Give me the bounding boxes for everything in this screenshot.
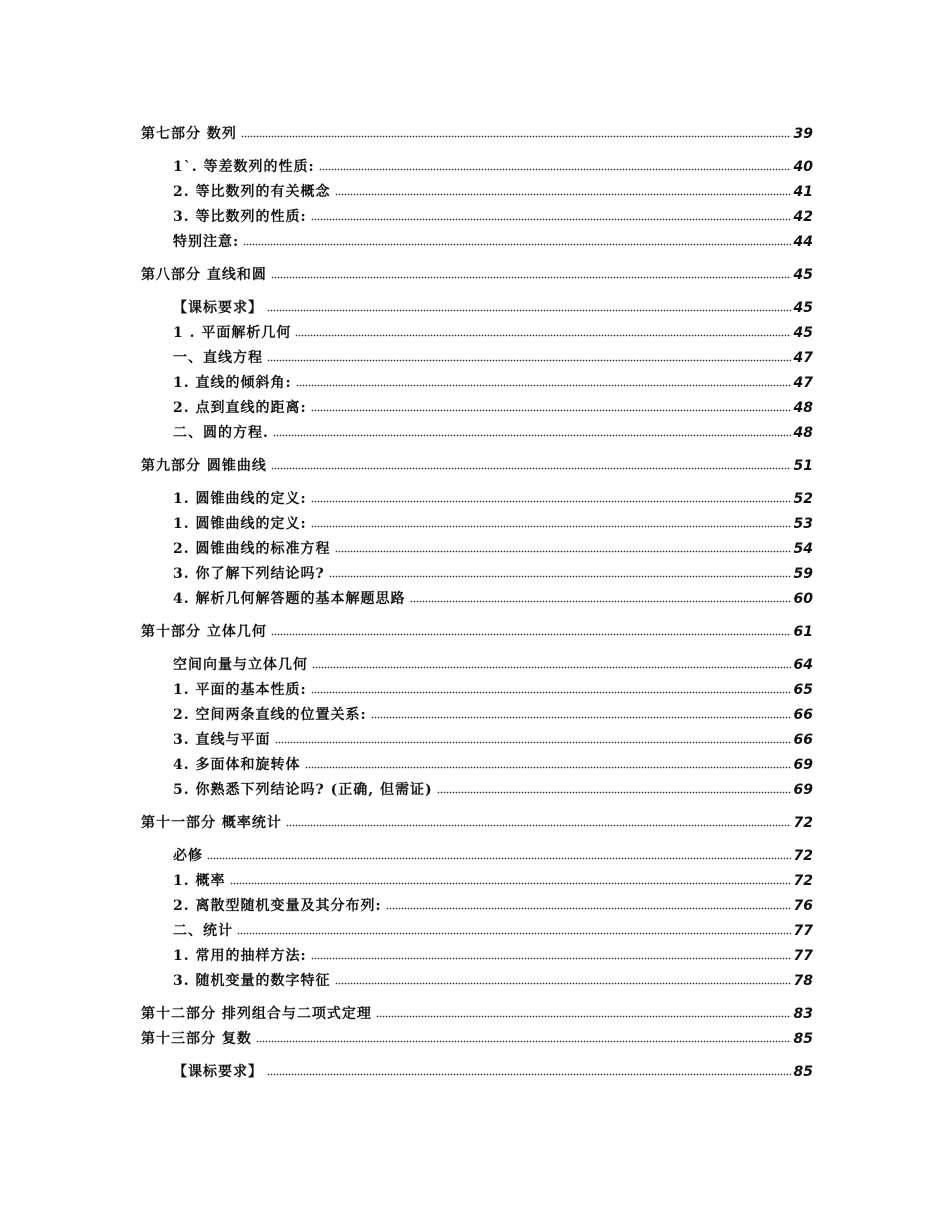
- toc-entry-page: 77: [793, 923, 813, 939]
- toc-entry-title: 1. 平面的基本性质:: [173, 682, 307, 698]
- toc-entry-title: 2. 离散型随机变量及其分布列:: [173, 898, 382, 914]
- toc-entry-title: 2. 圆锥曲线的标准方程: [173, 541, 331, 557]
- toc-entry-page: 77: [793, 948, 813, 964]
- toc-entry[interactable]: [141, 155, 813, 180]
- toc-entry-title: 一、直线方程: [173, 350, 263, 366]
- toc-entry-title: 第十部分 立体几何: [141, 624, 267, 640]
- toc-entry[interactable]: [141, 230, 813, 255]
- dot-leader: [267, 357, 791, 363]
- dot-leader: [207, 855, 791, 861]
- toc-entry-title: 1. 常用的抽样方法:: [173, 948, 307, 964]
- toc-entry-title: 1. 圆锥曲线的定义:: [173, 491, 307, 507]
- toc-entry-page: 42: [793, 209, 813, 225]
- dot-leader: [311, 523, 791, 529]
- toc-entry-title: 第八部分 直线和圆: [141, 267, 267, 283]
- dot-leader: [271, 631, 791, 637]
- dot-leader: [329, 573, 791, 579]
- toc-entry-title: 1 . 平面解析几何: [173, 325, 292, 341]
- toc-entry-title: 第九部分 圆锥曲线: [141, 458, 267, 474]
- toc-entry-page: 69: [793, 757, 813, 773]
- toc-entry-title: 3. 等比数列的性质:: [173, 209, 307, 225]
- toc-entry-part-12[interactable]: [141, 1002, 813, 1027]
- toc-entry-page: 64: [793, 657, 813, 673]
- toc-entry[interactable]: [141, 421, 813, 446]
- toc-entry-page: 61: [793, 624, 813, 640]
- dot-leader: [241, 133, 791, 139]
- dot-leader: [376, 1013, 791, 1019]
- toc-entry-page: 48: [793, 400, 813, 416]
- toc-entry-page: 47: [793, 375, 813, 391]
- dot-leader: [271, 274, 791, 280]
- toc-entry[interactable]: [141, 205, 813, 230]
- toc-entry-title: 4. 解析几何解答题的基本解题思路: [173, 591, 406, 607]
- toc-entry-page: 76: [793, 898, 813, 914]
- toc-entry[interactable]: [141, 894, 813, 919]
- dot-leader: [335, 191, 791, 197]
- toc-entry[interactable]: [141, 944, 813, 969]
- dot-leader: [267, 1071, 791, 1077]
- toc-entry-page: 45: [793, 267, 813, 283]
- toc-entry-page: 60: [793, 591, 813, 607]
- toc-entry[interactable]: [141, 512, 813, 537]
- dot-leader: [275, 739, 791, 745]
- toc-entry-page: 85: [793, 1064, 813, 1080]
- dot-leader: [311, 498, 791, 504]
- toc-entry-title: 2. 等比数列的有关概念: [173, 184, 331, 200]
- dot-leader: [410, 598, 791, 604]
- dot-leader: [437, 789, 791, 795]
- dot-leader: [386, 905, 791, 911]
- dot-leader: [267, 307, 791, 313]
- toc-entry[interactable]: [141, 1060, 813, 1085]
- toc-entry[interactable]: [141, 753, 813, 778]
- toc-entry-page: 78: [793, 973, 813, 989]
- toc-entry[interactable]: [141, 678, 813, 703]
- table-of-contents: [141, 122, 813, 1085]
- toc-entry-title: 【课标要求】: [173, 1064, 263, 1080]
- dot-leader: [243, 241, 790, 247]
- toc-entry-page: 66: [793, 707, 813, 723]
- toc-entry-title: 第十二部分 排列组合与二项式定理: [141, 1006, 372, 1022]
- toc-entry[interactable]: [141, 703, 813, 728]
- toc-entry-page: 59: [793, 566, 813, 582]
- toc-entry-page: 48: [793, 425, 813, 441]
- dot-leader: [295, 332, 790, 338]
- toc-entry-part-10[interactable]: [141, 620, 813, 645]
- dot-leader: [305, 764, 791, 770]
- toc-entry-page: 41: [793, 184, 813, 200]
- toc-entry[interactable]: [141, 562, 813, 587]
- dot-leader: [296, 382, 791, 388]
- toc-entry-page: 51: [793, 458, 813, 474]
- dot-leader: [335, 980, 791, 986]
- toc-entry-title: 3. 直线与平面: [173, 732, 271, 748]
- dot-leader: [273, 432, 791, 438]
- toc-entry-title: 必修: [173, 848, 203, 864]
- dot-leader: [311, 407, 791, 413]
- dot-leader: [271, 465, 791, 471]
- toc-entry-page: 52: [793, 491, 813, 507]
- toc-entry-title: 二、圆的方程.: [173, 425, 269, 441]
- toc-entry[interactable]: [141, 919, 813, 944]
- toc-entry[interactable]: [141, 728, 813, 753]
- toc-entry-page: 39: [793, 126, 813, 142]
- toc-entry-title: 1. 圆锥曲线的定义:: [173, 516, 307, 532]
- toc-entry-page: 40: [793, 159, 813, 175]
- toc-entry-title: 第十三部分 复数: [141, 1031, 252, 1047]
- toc-entry-page: 83: [793, 1006, 813, 1022]
- toc-entry-page: 65: [793, 682, 813, 698]
- toc-entry[interactable]: [141, 587, 813, 612]
- toc-entry-title: 4. 多面体和旋转体: [173, 757, 301, 773]
- dot-leader: [311, 955, 791, 961]
- dot-leader: [371, 714, 791, 720]
- toc-entry-title: 特别注意:: [173, 234, 240, 250]
- toc-entry[interactable]: [141, 844, 813, 869]
- dot-leader: [311, 216, 791, 222]
- toc-entry-page: 45: [793, 300, 813, 316]
- toc-entry-page: 66: [793, 732, 813, 748]
- toc-entry-page: 54: [793, 541, 813, 557]
- dot-leader: [237, 930, 791, 936]
- toc-entry-title: 2. 空间两条直线的位置关系:: [173, 707, 367, 723]
- toc-entry-part-8[interactable]: [141, 263, 813, 288]
- toc-entry-title: 1`. 等差数列的性质:: [173, 159, 315, 175]
- dot-leader: [312, 664, 791, 670]
- toc-entry-page: 53: [793, 516, 813, 532]
- toc-entry-title: 二、统计: [173, 923, 233, 939]
- toc-entry-page: 44: [793, 234, 813, 250]
- toc-entry-title: 2. 点到直线的距离:: [173, 400, 307, 416]
- dot-leader: [286, 822, 791, 828]
- toc-entry-page: 45: [793, 325, 813, 341]
- dot-leader: [230, 880, 791, 886]
- toc-entry-part-13[interactable]: [141, 1027, 813, 1052]
- toc-entry-part-11[interactable]: [141, 811, 813, 836]
- toc-entry[interactable]: [141, 296, 813, 321]
- toc-entry[interactable]: [141, 180, 813, 205]
- toc-entry-page: 85: [793, 1031, 813, 1047]
- toc-entry-title: 3. 随机变量的数字特征: [173, 973, 331, 989]
- toc-entry[interactable]: [141, 396, 813, 421]
- dot-leader: [256, 1038, 791, 1044]
- toc-entry-title: 第十一部分 概率统计: [141, 815, 282, 831]
- toc-entry-title: 3. 你了解下列结论吗?: [173, 566, 325, 582]
- toc-entry-part-7[interactable]: [141, 122, 813, 147]
- toc-entry-page: 72: [793, 815, 813, 831]
- toc-entry[interactable]: [141, 537, 813, 562]
- toc-entry-title: 第七部分 数列: [141, 126, 237, 142]
- toc-entry-page: 47: [793, 350, 813, 366]
- dot-leader: [319, 166, 791, 172]
- toc-entry[interactable]: [141, 371, 813, 396]
- toc-entry-page: 72: [793, 873, 813, 889]
- toc-entry-page: 69: [793, 782, 813, 798]
- toc-entry-title: 空间向量与立体几何: [173, 657, 308, 673]
- toc-entry-page: 72: [793, 848, 813, 864]
- toc-entry-title: 【课标要求】: [173, 300, 263, 316]
- toc-entry-title: 1. 直线的倾斜角:: [173, 375, 292, 391]
- toc-entry[interactable]: [141, 346, 813, 371]
- toc-entry[interactable]: [141, 653, 813, 678]
- toc-entry[interactable]: [141, 778, 813, 803]
- dot-leader: [335, 548, 791, 554]
- toc-entry[interactable]: [141, 487, 813, 512]
- toc-entry-part-9[interactable]: [141, 454, 813, 479]
- dot-leader: [311, 689, 791, 695]
- toc-entry[interactable]: [141, 969, 813, 994]
- toc-entry[interactable]: [141, 321, 813, 346]
- toc-entry-title: 1. 概率: [173, 873, 226, 889]
- toc-entry-title: 5. 你熟悉下列结论吗? (正确, 但需证): [173, 782, 433, 798]
- toc-entry[interactable]: [141, 869, 813, 894]
